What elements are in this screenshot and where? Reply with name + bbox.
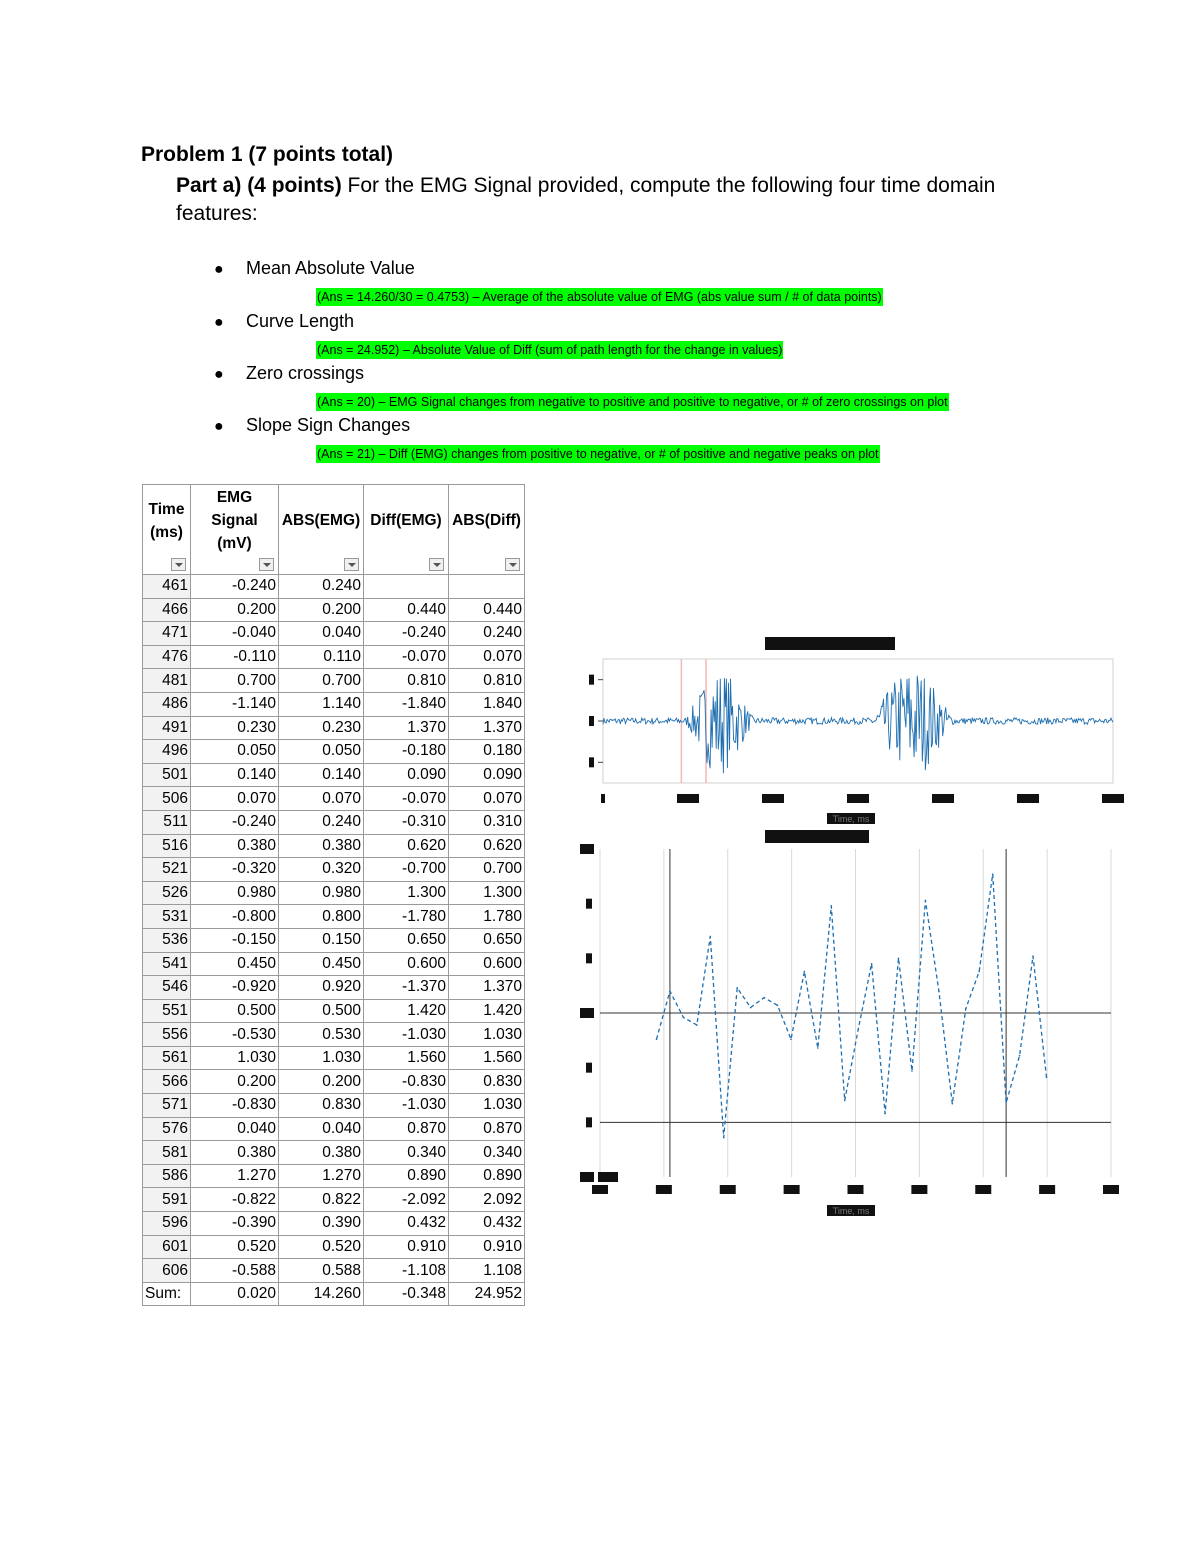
data-point bbox=[669, 990, 671, 992]
table-cell: 0.588 bbox=[279, 1259, 364, 1283]
column-header-text: Diff(EMG) bbox=[370, 512, 442, 529]
x-tick-label-redacted bbox=[601, 794, 605, 803]
table-cell: 0.830 bbox=[449, 1070, 525, 1094]
data-point bbox=[723, 1137, 725, 1139]
table-row bbox=[143, 787, 525, 811]
table-cell: 0.390 bbox=[279, 1212, 364, 1236]
column-header-text: (ms) bbox=[150, 523, 183, 541]
table-row bbox=[143, 810, 525, 834]
feature-item bbox=[214, 415, 410, 436]
table-cell: 0.810 bbox=[449, 669, 525, 693]
x-tick-label-redacted bbox=[720, 1185, 736, 1194]
table-row bbox=[143, 1117, 525, 1141]
table-cell: -0.588 bbox=[191, 1259, 279, 1283]
feature-item bbox=[214, 363, 364, 384]
table-row bbox=[143, 834, 525, 858]
table-cell: 461 bbox=[143, 575, 191, 599]
table-cell: 0.180 bbox=[449, 740, 525, 764]
part-a-prompt bbox=[176, 172, 1046, 228]
table-cell: -1.108 bbox=[364, 1259, 449, 1283]
filter-dropdown-icon[interactable] bbox=[259, 558, 274, 571]
table-cell: 0.432 bbox=[449, 1212, 525, 1236]
table-cell: 0.040 bbox=[191, 1117, 279, 1141]
sum-cell: 0.020 bbox=[191, 1282, 279, 1306]
sum-cell: -0.348 bbox=[364, 1282, 449, 1306]
table-row bbox=[143, 622, 525, 646]
x-tick-label-redacted bbox=[975, 1185, 991, 1194]
table-cell: -0.150 bbox=[191, 928, 279, 952]
data-point bbox=[911, 1070, 913, 1072]
table-row bbox=[143, 598, 525, 622]
table-row bbox=[143, 952, 525, 976]
table-cell: -0.822 bbox=[191, 1188, 279, 1212]
table-cell: 476 bbox=[143, 645, 191, 669]
table-cell: -0.800 bbox=[191, 905, 279, 929]
table-cell: 551 bbox=[143, 999, 191, 1023]
emg-zoom-chart bbox=[565, 830, 1140, 1240]
table-cell: 0.340 bbox=[449, 1141, 525, 1165]
y-tick-label-redacted bbox=[589, 757, 594, 767]
table-cell: 1.300 bbox=[364, 881, 449, 905]
feature-name: Mean Absolute Value bbox=[246, 258, 415, 278]
table-cell: 1.370 bbox=[449, 716, 525, 740]
table-cell: -0.310 bbox=[364, 810, 449, 834]
table-cell: 0.620 bbox=[364, 834, 449, 858]
table-cell: 0.140 bbox=[279, 763, 364, 787]
feature-answer: (Ans = 20) – EMG Signal changes from negative to positive and positive to negative, or # of zero crossings on plot bbox=[317, 395, 948, 409]
table-cell: -0.070 bbox=[364, 787, 449, 811]
feature-answer: (Ans = 24.952) – Absolute Value of Diff (sum of path length for the change in values) bbox=[317, 343, 783, 357]
column-header-text: (mV) bbox=[217, 535, 252, 552]
table-cell: 0.040 bbox=[279, 622, 364, 646]
table-cell: 481 bbox=[143, 669, 191, 693]
x-tick-label-redacted bbox=[762, 794, 784, 803]
table-cell: 581 bbox=[143, 1141, 191, 1165]
column-header bbox=[449, 485, 525, 575]
table-cell: 0.070 bbox=[191, 787, 279, 811]
table-cell: 0.870 bbox=[449, 1117, 525, 1141]
table-row bbox=[143, 716, 525, 740]
table-cell: -0.240 bbox=[364, 622, 449, 646]
table-cell: 591 bbox=[143, 1188, 191, 1212]
column-header-text: EMG bbox=[216, 489, 253, 506]
x-tick-label-redacted bbox=[784, 1185, 800, 1194]
column-header-text: Time bbox=[148, 500, 185, 518]
table-cell: 0.070 bbox=[449, 645, 525, 669]
table-cell: 0.980 bbox=[279, 881, 364, 905]
table-cell: 536 bbox=[143, 928, 191, 952]
data-point bbox=[763, 997, 765, 999]
y-tick-label-redacted bbox=[589, 716, 594, 726]
table-cell: 1.030 bbox=[449, 1094, 525, 1118]
x-tick-label-redacted bbox=[911, 1185, 927, 1194]
table-cell: 1.560 bbox=[449, 1046, 525, 1070]
table-cell: -1.840 bbox=[364, 692, 449, 716]
sum-cell: 14.260 bbox=[279, 1282, 364, 1306]
data-point bbox=[871, 963, 873, 965]
data-point bbox=[683, 1017, 685, 1019]
table-row bbox=[143, 1188, 525, 1212]
table-cell: 0.620 bbox=[449, 834, 525, 858]
table-cell: 526 bbox=[143, 881, 191, 905]
filter-dropdown-icon[interactable] bbox=[429, 558, 444, 571]
bullet-icon: ● bbox=[214, 261, 224, 278]
table-cell: 0.240 bbox=[279, 810, 364, 834]
sum-label: Sum: bbox=[143, 1282, 191, 1306]
table-cell: 0.600 bbox=[364, 952, 449, 976]
table-cell: 0.440 bbox=[449, 598, 525, 622]
table-cell: 0.070 bbox=[449, 787, 525, 811]
table-row bbox=[143, 645, 525, 669]
x-axis-label: Time, ms bbox=[832, 1206, 870, 1216]
table-cell: 0.700 bbox=[279, 669, 364, 693]
filter-dropdown-icon[interactable] bbox=[171, 558, 186, 571]
data-point bbox=[804, 971, 806, 973]
table-cell: 0.310 bbox=[449, 810, 525, 834]
data-point bbox=[817, 1047, 819, 1049]
table-cell: -0.530 bbox=[191, 1023, 279, 1047]
table-cell: 1.140 bbox=[279, 692, 364, 716]
data-point bbox=[965, 1008, 967, 1010]
table-row bbox=[143, 669, 525, 693]
table-cell: -1.780 bbox=[364, 905, 449, 929]
table-cell: -2.092 bbox=[364, 1188, 449, 1212]
table-row bbox=[143, 1094, 525, 1118]
data-point bbox=[656, 1038, 658, 1040]
data-point bbox=[750, 1007, 752, 1009]
table-cell bbox=[449, 575, 525, 599]
table-row bbox=[143, 1070, 525, 1094]
table-cell: 546 bbox=[143, 976, 191, 1000]
y-tick-label-redacted bbox=[586, 1117, 592, 1127]
data-point bbox=[898, 958, 900, 960]
table-cell: 0.600 bbox=[449, 952, 525, 976]
table-cell: 0.450 bbox=[279, 952, 364, 976]
x-tick-label-redacted bbox=[1017, 794, 1039, 803]
emg-overview-chart bbox=[565, 615, 1140, 830]
table-cell: 0.530 bbox=[279, 1023, 364, 1047]
table-cell: 1.840 bbox=[449, 692, 525, 716]
table-cell: 0.090 bbox=[364, 763, 449, 787]
table-cell: 1.030 bbox=[449, 1023, 525, 1047]
x-tick-label-redacted bbox=[677, 794, 699, 803]
table-row bbox=[143, 740, 525, 764]
table-cell: 566 bbox=[143, 1070, 191, 1094]
part-a-label: Part a) (4 points) bbox=[176, 174, 342, 197]
table-cell: 531 bbox=[143, 905, 191, 929]
table-row bbox=[143, 1212, 525, 1236]
table-cell: 0.200 bbox=[279, 598, 364, 622]
table-cell: 0.240 bbox=[279, 575, 364, 599]
table-cell: 0.650 bbox=[449, 928, 525, 952]
data-point bbox=[844, 1100, 846, 1102]
table-cell: -0.830 bbox=[191, 1094, 279, 1118]
feature-answer: (Ans = 14.260/30 = 0.4753) – Average of the absolute value of EMG (abs value sum / # of data points) bbox=[317, 290, 882, 304]
sum-cell: 24.952 bbox=[449, 1282, 525, 1306]
table-cell: -0.830 bbox=[364, 1070, 449, 1094]
table-cell: -0.920 bbox=[191, 976, 279, 1000]
data-point bbox=[938, 990, 940, 992]
table-cell: 1.420 bbox=[364, 999, 449, 1023]
data-point bbox=[830, 905, 832, 907]
data-point bbox=[790, 1038, 792, 1040]
table-header-row bbox=[143, 485, 525, 575]
emg-zoom-svg bbox=[565, 830, 1140, 1240]
data-point bbox=[1046, 1076, 1048, 1078]
table-row bbox=[143, 928, 525, 952]
x-tick-label-redacted bbox=[847, 794, 869, 803]
column-header bbox=[279, 485, 364, 575]
y-tick-label-redacted bbox=[580, 1172, 594, 1182]
chart-title-redacted bbox=[765, 637, 895, 650]
y-tick-label-redacted bbox=[586, 899, 592, 909]
x-tick-label-redacted bbox=[1103, 1185, 1119, 1194]
table-cell: -1.140 bbox=[191, 692, 279, 716]
table-cell: 0.520 bbox=[191, 1235, 279, 1259]
table-cell: 541 bbox=[143, 952, 191, 976]
chart-title-redacted bbox=[765, 830, 869, 843]
table-cell: 1.030 bbox=[191, 1046, 279, 1070]
x-tick-label-redacted bbox=[1102, 794, 1124, 803]
table-cell: 0.890 bbox=[364, 1164, 449, 1188]
table-cell: 0.920 bbox=[279, 976, 364, 1000]
data-point bbox=[709, 936, 711, 938]
table-cell: -1.030 bbox=[364, 1023, 449, 1047]
table-cell: 0.500 bbox=[279, 999, 364, 1023]
table-cell: 0.380 bbox=[191, 834, 279, 858]
y-tick-label-redacted bbox=[580, 1008, 594, 1018]
table-cell: 0.320 bbox=[279, 858, 364, 882]
table-cell: 1.030 bbox=[279, 1046, 364, 1070]
feature-item bbox=[214, 311, 354, 332]
table-cell: 0.110 bbox=[279, 645, 364, 669]
data-point bbox=[925, 900, 927, 902]
column-header-text: Signal bbox=[211, 512, 258, 529]
x-tick-label-redacted bbox=[592, 1185, 608, 1194]
table-cell: 0.650 bbox=[364, 928, 449, 952]
table-row bbox=[143, 692, 525, 716]
emg-signal-line bbox=[603, 676, 1113, 774]
data-point bbox=[777, 1005, 779, 1007]
table-cell: 0.230 bbox=[279, 716, 364, 740]
table-cell: 586 bbox=[143, 1164, 191, 1188]
table-cell: 0.870 bbox=[364, 1117, 449, 1141]
data-point bbox=[978, 971, 980, 973]
table-cell bbox=[364, 575, 449, 599]
table-cell: 491 bbox=[143, 716, 191, 740]
table-cell: -0.240 bbox=[191, 810, 279, 834]
table-cell: 516 bbox=[143, 834, 191, 858]
table-row bbox=[143, 858, 525, 882]
y-tick-label-redacted bbox=[586, 953, 592, 963]
table-cell: 571 bbox=[143, 1094, 191, 1118]
table-cell: 576 bbox=[143, 1117, 191, 1141]
table-cell: 0.800 bbox=[279, 905, 364, 929]
table-row bbox=[143, 905, 525, 929]
data-point bbox=[884, 1113, 886, 1115]
data-point bbox=[992, 873, 994, 875]
table-cell: 0.200 bbox=[191, 1070, 279, 1094]
data-point bbox=[1019, 1055, 1021, 1057]
table-cell: 0.200 bbox=[191, 598, 279, 622]
table-cell: 0.050 bbox=[191, 740, 279, 764]
table-cell: 0.700 bbox=[191, 669, 279, 693]
table-row bbox=[143, 1046, 525, 1070]
feature-name: Zero crossings bbox=[246, 363, 365, 383]
table-cell: 0.050 bbox=[279, 740, 364, 764]
x-tick-label-redacted bbox=[848, 1185, 864, 1194]
table-cell: 1.370 bbox=[364, 716, 449, 740]
table-cell: 0.070 bbox=[279, 787, 364, 811]
column-header bbox=[143, 485, 191, 575]
emg-window-line bbox=[657, 874, 1047, 1138]
table-cell: 0.500 bbox=[191, 999, 279, 1023]
table-cell: 601 bbox=[143, 1235, 191, 1259]
data-point bbox=[736, 987, 738, 989]
table-cell: -1.030 bbox=[364, 1094, 449, 1118]
table-cell: 0.380 bbox=[279, 1141, 364, 1165]
table-cell: 0.890 bbox=[449, 1164, 525, 1188]
table-cell: 1.300 bbox=[449, 881, 525, 905]
table-row bbox=[143, 1259, 525, 1283]
table-cell: -0.700 bbox=[364, 858, 449, 882]
feature-name: Slope Sign Changes bbox=[246, 415, 411, 435]
table-cell: 0.240 bbox=[449, 622, 525, 646]
table-cell: -0.040 bbox=[191, 622, 279, 646]
table-cell: 2.092 bbox=[449, 1188, 525, 1212]
x-axis-label: Time, ms bbox=[832, 814, 870, 824]
feature-item bbox=[214, 258, 415, 279]
table-cell: 0.450 bbox=[191, 952, 279, 976]
table-cell: -0.180 bbox=[364, 740, 449, 764]
y-tick-label-redacted bbox=[580, 844, 594, 854]
column-header-text: ABS(Diff) bbox=[452, 512, 521, 529]
table-cell: 0.230 bbox=[191, 716, 279, 740]
column-header-text: ABS(EMG) bbox=[281, 512, 361, 529]
table-cell: 0.040 bbox=[279, 1117, 364, 1141]
table-row bbox=[143, 999, 525, 1023]
table-cell: 556 bbox=[143, 1023, 191, 1047]
table-cell: -1.370 bbox=[364, 976, 449, 1000]
table-cell: 0.150 bbox=[279, 928, 364, 952]
table-cell: 0.200 bbox=[279, 1070, 364, 1094]
table-cell: 0.090 bbox=[449, 763, 525, 787]
table-cell: 0.910 bbox=[449, 1235, 525, 1259]
table-cell: 0.380 bbox=[191, 1141, 279, 1165]
filter-dropdown-icon[interactable] bbox=[505, 558, 520, 571]
table-cell: 0.910 bbox=[364, 1235, 449, 1259]
x-tick-label-redacted bbox=[1039, 1185, 1055, 1194]
table-cell: 1.780 bbox=[449, 905, 525, 929]
emg-data-table bbox=[142, 484, 525, 1306]
column-header bbox=[364, 485, 449, 575]
table-cell: 1.270 bbox=[191, 1164, 279, 1188]
table-cell: 521 bbox=[143, 858, 191, 882]
table-cell: 1.560 bbox=[364, 1046, 449, 1070]
part-a-text: For the EMG Signal provided, compute the following four time domain features: bbox=[176, 174, 996, 225]
table-cell: 0.830 bbox=[279, 1094, 364, 1118]
column-header bbox=[191, 485, 279, 575]
table-cell: 471 bbox=[143, 622, 191, 646]
y-tick-label-redacted bbox=[589, 675, 594, 685]
table-cell: 0.822 bbox=[279, 1188, 364, 1212]
table-cell: 1.270 bbox=[279, 1164, 364, 1188]
filter-dropdown-icon[interactable] bbox=[344, 558, 359, 571]
data-point bbox=[952, 1103, 954, 1105]
bullet-icon: ● bbox=[214, 314, 224, 331]
table-row bbox=[143, 976, 525, 1000]
table-cell: 466 bbox=[143, 598, 191, 622]
origin-label-redacted bbox=[598, 1172, 618, 1182]
bullet-icon: ● bbox=[214, 366, 224, 383]
table-cell: 0.340 bbox=[364, 1141, 449, 1165]
table-cell: -0.390 bbox=[191, 1212, 279, 1236]
table-cell: 486 bbox=[143, 692, 191, 716]
table-cell: 1.370 bbox=[449, 976, 525, 1000]
table-cell: 0.380 bbox=[279, 834, 364, 858]
table-cell: 561 bbox=[143, 1046, 191, 1070]
table-cell: 1.108 bbox=[449, 1259, 525, 1283]
table-cell: 0.980 bbox=[191, 881, 279, 905]
table-cell: 1.420 bbox=[449, 999, 525, 1023]
feature-answer: (Ans = 21) – Diff (EMG) changes from positive to negative, or # of positive and negative peaks on plot bbox=[317, 447, 879, 461]
feature-name: Curve Length bbox=[246, 311, 355, 331]
table-row bbox=[143, 1141, 525, 1165]
table-row bbox=[143, 881, 525, 905]
table-cell: 0.140 bbox=[191, 763, 279, 787]
table-cell: 596 bbox=[143, 1212, 191, 1236]
table-row bbox=[143, 1164, 525, 1188]
bullet-icon: ● bbox=[214, 418, 224, 435]
table-cell: 0.520 bbox=[279, 1235, 364, 1259]
x-tick-label-redacted bbox=[656, 1185, 672, 1194]
table-cell: 0.432 bbox=[364, 1212, 449, 1236]
table-cell: 0.810 bbox=[364, 669, 449, 693]
table-cell: 501 bbox=[143, 763, 191, 787]
table-cell: 511 bbox=[143, 810, 191, 834]
table-row bbox=[143, 763, 525, 787]
sum-row bbox=[143, 1282, 525, 1306]
problem-heading: Problem 1 (7 points total) bbox=[141, 143, 394, 166]
table-cell: -0.110 bbox=[191, 645, 279, 669]
data-point bbox=[857, 1029, 859, 1031]
table-row bbox=[143, 1023, 525, 1047]
data-point bbox=[696, 1024, 698, 1026]
table-cell: 0.700 bbox=[449, 858, 525, 882]
data-point bbox=[1005, 1102, 1007, 1104]
table-cell: 506 bbox=[143, 787, 191, 811]
table-cell: -0.240 bbox=[191, 575, 279, 599]
x-tick-label-redacted bbox=[932, 794, 954, 803]
table-cell: 496 bbox=[143, 740, 191, 764]
y-tick-label-redacted bbox=[586, 1063, 592, 1073]
plot-area bbox=[603, 659, 1113, 783]
data-point bbox=[1032, 955, 1034, 957]
emg-overview-svg bbox=[565, 615, 1140, 830]
table-row bbox=[143, 575, 525, 599]
table-cell: -0.320 bbox=[191, 858, 279, 882]
table-row bbox=[143, 1235, 525, 1259]
table-cell: 0.440 bbox=[364, 598, 449, 622]
table-cell: -0.070 bbox=[364, 645, 449, 669]
table-cell: 606 bbox=[143, 1259, 191, 1283]
